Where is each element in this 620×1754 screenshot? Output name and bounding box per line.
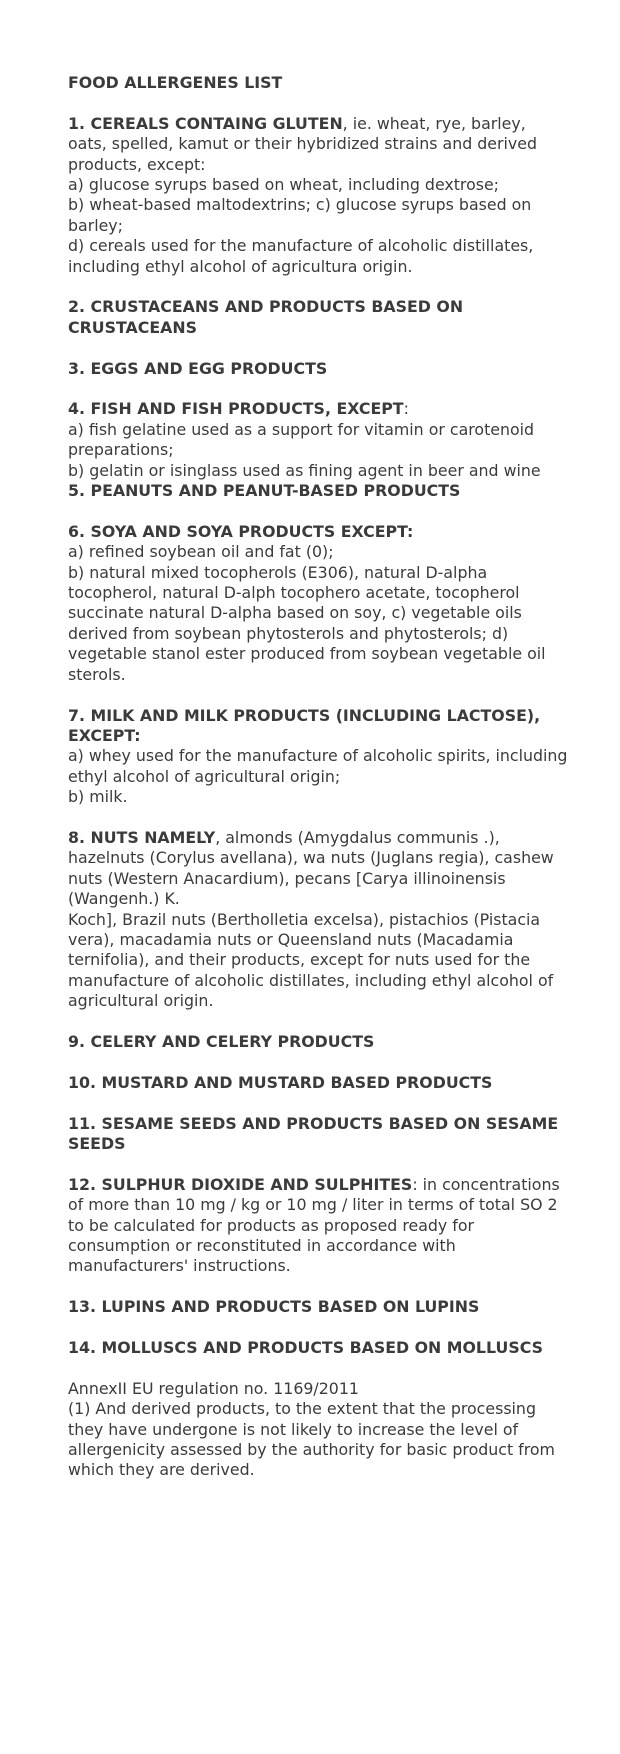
section-molluscs: 14. MOLLUSCS AND PRODUCTS BASED ON MOLLUSCS: [68, 1337, 543, 1357]
section-soya: [68, 522, 568, 685]
list-item: a) glucose syrups based on wheat, including dextrose;: [68, 175, 500, 195]
section-heading: 12. SULPHUR DIOXIDE AND SULPHITES: [68, 1174, 413, 1194]
section-fish: [68, 399, 568, 481]
section-text: , ie. wheat, rye, barley, oats, spelled, kamut or their hybridized strains and derived products, except:: [68, 113, 537, 174]
section-heading: 6. SOYA AND SOYA PRODUCTS EXCEPT:: [68, 521, 414, 541]
section-lupins: 13. LUPINS AND PRODUCTS BASED ON LUPINS: [68, 1297, 480, 1317]
section-peanuts: 5. PEANUTS AND PEANUT-BASED PRODUCTS: [68, 481, 461, 501]
list-item: b) gelatin or isinglass used as fining agent in beer and wine: [68, 460, 541, 480]
footer-note: [68, 1379, 568, 1481]
list-item: a) whey used for the manufacture of alcoholic spirits, including ethyl alcohol of agricultural origin;: [68, 746, 568, 786]
section-milk: [68, 706, 568, 808]
section-heading: 4. FISH AND FISH PRODUCTS, EXCEPT: [68, 399, 404, 419]
list-item: a) fish gelatine used as a support for vitamin or carotenoid preparations;: [68, 419, 535, 460]
list-item: a) refined soybean oil and fat (0);: [68, 542, 334, 562]
section-sulphites: [68, 1175, 568, 1277]
section-text: , almonds (Amygdalus communis .), hazelnuts (Corylus avellana), wa nuts (Juglans regia), cashew nuts (Western Anacardium), pecans [Carya illinoinensis (Wangenh.) K.: [68, 827, 554, 909]
section-sesame: 11. SESAME SEEDS AND PRODUCTS BASED ON SESAME SEEDS: [68, 1113, 559, 1153]
section-text-continued: Koch], Brazil nuts (Bertholletia excelsa), pistachios (Pistacia vera), macadamia nuts or Queensland nuts (Macadamia ternifolia), and their products, except for nuts used for the manufacture of alcoholic distillates, including ethyl alcohol of agricultural origin.: [68, 909, 554, 1011]
section-heading: 7. MILK AND MILK PRODUCTS (INCLUDING LACTOSE), EXCEPT:: [68, 705, 541, 745]
list-item: b) natural mixed tocopherols (E306), natural D-alpha tocopherol, natural D-alph tocophero acetate, tocopherol succinate natural D-alpha based on soy, c) vegetable oils derived from soybean phytosterols and phytosterols; d) vegetable stanol ester produced from soybean vegetable oil sterols.: [68, 562, 546, 684]
section-celery: 9. CELERY AND CELERY PRODUCTS: [68, 1031, 375, 1051]
section-heading: 1. CEREALS CONTAING GLUTEN: [68, 113, 343, 133]
list-item: b) wheat-based maltodextrins; c) glucose syrups based on barley;: [68, 195, 532, 235]
document-title: FOOD ALLERGENES LIST: [68, 73, 283, 92]
list-item: b) milk.: [68, 787, 128, 807]
section-heading: 8. NUTS NAMELY: [68, 827, 216, 847]
regulation-reference: AnnexII EU regulation no. 1169/2011: [68, 1378, 359, 1398]
section-mustard: 10. MUSTARD AND MUSTARD BASED PRODUCTS: [68, 1072, 493, 1092]
footnote-text: (1) And derived products, to the extent that the processing they have undergone is not likely to increase the level of allergenicity assessed by the authority for basic product from which they are derived.: [68, 1399, 555, 1480]
section-text: : in concentrations of more than 10 mg / kg or 10 mg / liter in terms of total SO 2 to be calculated for products as proposed ready for consumption or reconstituted in accordance with manufacturers' instructions.: [68, 1174, 560, 1276]
list-item: d) cereals used for the manufacture of alcoholic distillates, including ethyl alcohol of agricultura origin.: [68, 236, 534, 276]
section-crustaceans: 2. CRUSTACEANS AND PRODUCTS BASED ON CRUSTACEANS: [68, 297, 464, 337]
section-cereals: [68, 114, 568, 277]
section-colon: :: [403, 399, 409, 419]
section-eggs: 3. EGGS AND EGG PRODUCTS: [68, 358, 328, 378]
section-nuts: [68, 828, 568, 1012]
